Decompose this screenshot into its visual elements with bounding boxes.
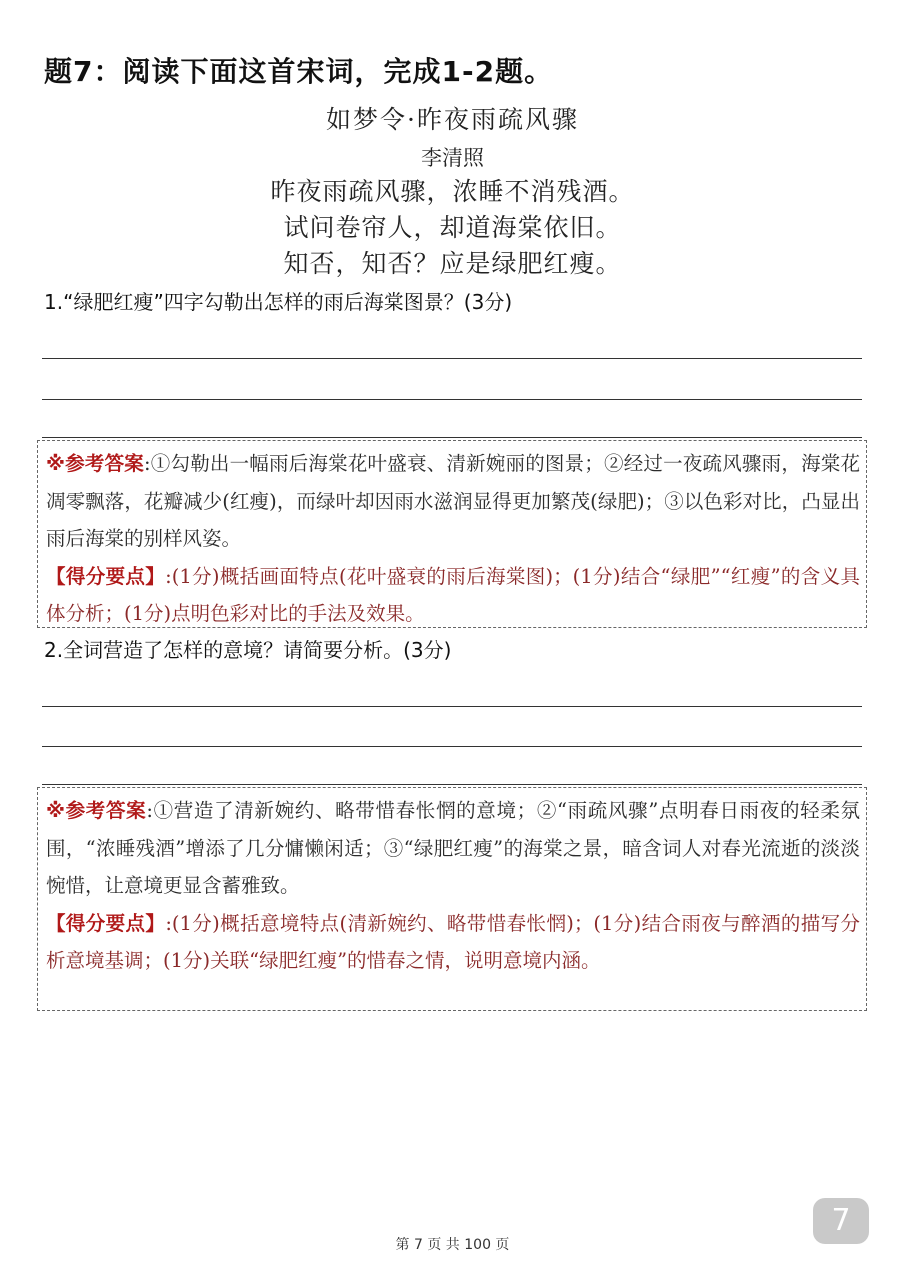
page-number-badge: 7 bbox=[813, 1198, 869, 1244]
scoring-points-text: :(1分)概括画面特点(花叶盛衰的雨后海棠图)；(1分)结合“绿肥”“红瘦”的含义具体分析；(1分)点明色彩对比的手法及效果。 bbox=[46, 564, 860, 625]
reference-answer-text: :①营造了清新婉约、略带惜春怅惘的意境；②“雨疏风骤”点明春日雨夜的轻柔氛围，“浓睡残酒”增添了几分慵懒闲适；③“绿肥红瘦”的海棠之景，暗含词人对春光流逝的淡淡惋惜，让意境更显含蓄雅致。 bbox=[46, 799, 860, 897]
answer-line bbox=[42, 746, 862, 747]
answer-box-1 bbox=[37, 440, 867, 628]
answer-line bbox=[42, 706, 862, 707]
poem-line: 试问卷帘人，却道海棠依旧。 bbox=[283, 213, 622, 242]
reference-answer-label: ※参考答案 bbox=[46, 799, 147, 822]
scoring-points-text: :(1分)概括意境特点(清新婉约、略带惜春怅惘)；(1分)结合雨夜与醉酒的描写分析意境基调；(1分)关联“绿肥红瘦”的惜春之情，说明意境内涵。 bbox=[46, 911, 860, 972]
question-1-prompt: 1.“绿肥红瘦”四字勾勒出怎样的雨后海棠图景？(3分) bbox=[44, 290, 513, 314]
scoring-points-label: 【得分要点】 bbox=[46, 564, 166, 588]
question-heading: 题7：阅读下面这首宋词，完成1-2题。 bbox=[44, 55, 554, 88]
answer-line bbox=[42, 399, 862, 400]
poem-line: 知否，知否？应是绿肥红瘦。 bbox=[283, 249, 622, 278]
page-footer: 第 7 页 共 100 页 bbox=[395, 1237, 510, 1253]
answer-line bbox=[42, 784, 862, 785]
question-2-prompt: 2.全词营造了怎样的意境？请简要分析。(3分) bbox=[44, 638, 452, 662]
poem-title: 如梦令·昨夜雨疏风骤 bbox=[326, 105, 579, 134]
scoring-points-label: 【得分要点】 bbox=[46, 911, 166, 935]
answer-line bbox=[42, 437, 862, 438]
reference-answer-label: ※参考答案 bbox=[46, 452, 144, 475]
poem-author: 李清照 bbox=[421, 146, 484, 170]
reference-answer-text: :①勾勒出一幅雨后海棠花叶盛衰、清新婉丽的图景；②经过一夜疏风骤雨，海棠花凋零飘落，花瓣减少(红瘦)，而绿叶却因雨水滋润显得更加繁茂(绿肥)；③以色彩对比，凸显出雨后海棠的别样风姿。 bbox=[46, 452, 860, 550]
answer-box-2 bbox=[37, 787, 867, 1011]
answer-line bbox=[42, 358, 862, 359]
poem-line: 昨夜雨疏风骤，浓睡不消残酒。 bbox=[270, 177, 635, 206]
